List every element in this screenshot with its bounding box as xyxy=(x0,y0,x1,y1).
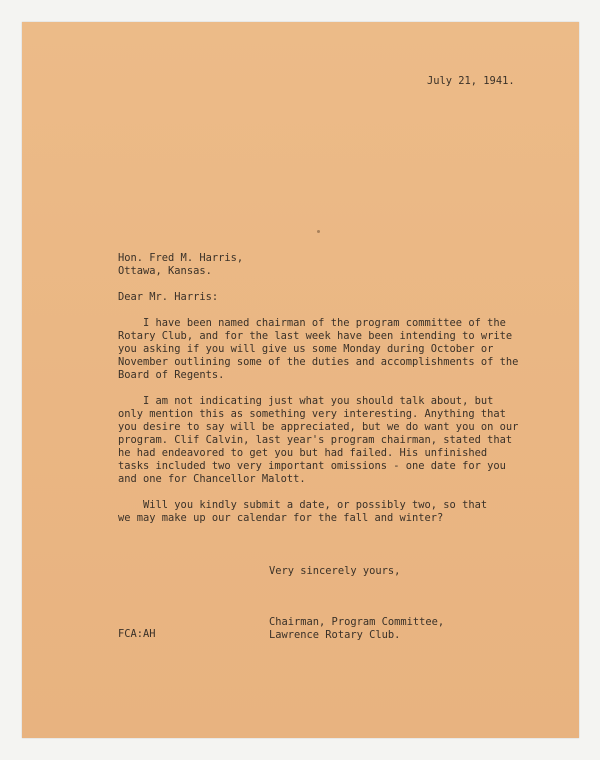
salutation: Dear Mr. Harris: xyxy=(118,291,219,303)
closing: Very sincerely yours, xyxy=(269,565,401,577)
paragraph-2-line: tasks included two very important omissions - one date for you xyxy=(118,460,506,472)
paper-mark xyxy=(317,230,320,233)
signature-org: Lawrence Rotary Club. xyxy=(269,629,401,641)
signature-title: Chairman, Program Committee, xyxy=(269,616,445,628)
paragraph-2-line: I am not indicating just what you should talk about, but xyxy=(118,395,494,407)
paragraph-2-line: program. Clif Calvin, last year's program chairman, stated that xyxy=(118,434,513,446)
paragraph-1-line: you asking if you will give us some Monday during October or xyxy=(118,343,494,355)
paragraph-2-line: and one for Chancellor Malott. xyxy=(118,473,306,485)
paragraph-1-line: November outlining some of the duties and accomplishments of the xyxy=(118,356,519,368)
paragraph-2-line: only mention this as something very interesting. Anything that xyxy=(118,408,506,420)
paragraph-1-line: Board of Regents. xyxy=(118,369,225,381)
paragraph-2-line: you desire to say will be appreciated, but we do want you on our xyxy=(118,421,519,433)
recipient-name: Hon. Fred M. Harris, xyxy=(118,252,244,264)
paragraph-3-line: we may make up our calendar for the fall and winter? xyxy=(118,512,444,524)
paragraph-1-line: I have been named chairman of the program committee of the xyxy=(118,317,506,329)
paragraph-1-line: Rotary Club, and for the last week have been intending to write xyxy=(118,330,513,342)
recipient-city: Ottawa, Kansas. xyxy=(118,265,212,277)
letter-page xyxy=(22,22,579,738)
letter-date: July 21, 1941. xyxy=(427,75,515,87)
paragraph-3-line: Will you kindly submit a date, or possibly two, so that xyxy=(118,499,488,511)
typist-initials: FCA:AH xyxy=(118,628,156,640)
paragraph-2-line: he had endeavored to get you but had failed. His unfinished xyxy=(118,447,488,459)
